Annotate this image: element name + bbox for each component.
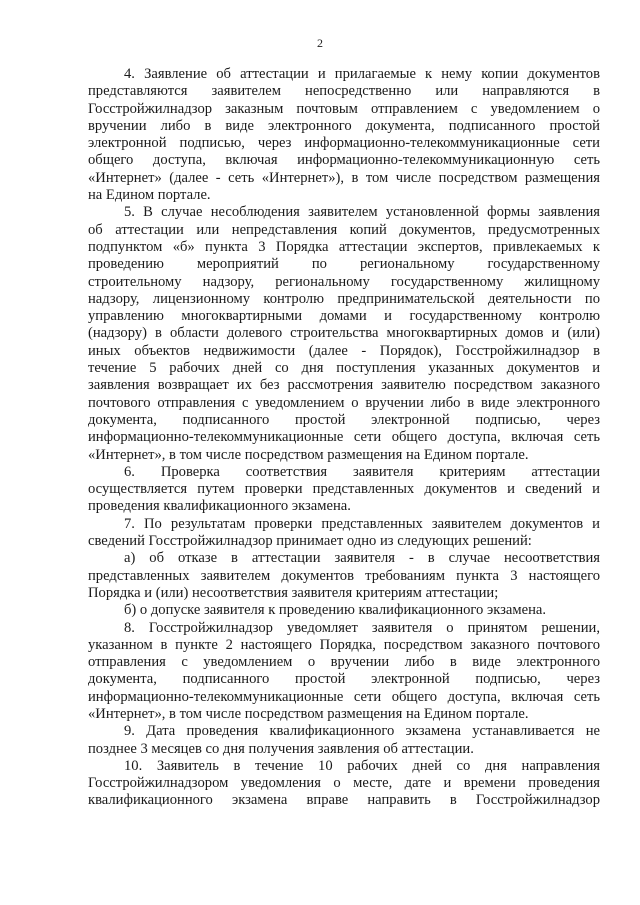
paragraph-p7a (88, 550, 600, 602)
text-line: а) об отказе в аттестации заявителя - в случае несоответствия (124, 550, 600, 567)
text-line: представляются заявителем непосредственно или направляются в (88, 83, 600, 100)
paragraph-p4 (88, 66, 600, 204)
text-line: информационно-телекоммуникационные сети общего доступа, включая сеть (88, 688, 600, 705)
text-line: об аттестации или непредставления копий документов, предусмотренных (88, 221, 600, 238)
text-line: проведения квалификационного экзамена. (88, 498, 351, 515)
paragraph-p7b (88, 602, 600, 619)
text-line: на Едином портале. (88, 187, 211, 204)
text-line: заявления возвращает их без рассмотрения заявителю посредством заказного (88, 377, 600, 394)
text-line: информационно-телекоммуникационные сети общего доступа, включая сеть (88, 429, 600, 446)
text-line: б) о допуске заявителя к проведению квалификационного экзамена. (124, 602, 547, 619)
text-line: 10. Заявитель в течение 10 рабочих дней со дня направления (124, 757, 600, 774)
paragraph-p6 (88, 464, 600, 516)
text-line: строительному надзору, региональному государственному жилищному (88, 273, 600, 290)
text-line: надзору, лицензионному контролю предпринимательской деятельности по (88, 290, 600, 307)
text-line: представленных заявителем документов требованиям пункта 3 настоящего (88, 567, 600, 584)
text-line: управлению многоквартирными домами и государственному контролю (88, 308, 600, 325)
text-line: проведению мероприятий по региональному государственному (88, 256, 600, 273)
text-line: почтового отправления с уведомлением о вручении либо в виде электронного (88, 394, 600, 411)
text-line: 4. Заявление об аттестации и прилагаемые к нему копии документов (124, 66, 600, 82)
text-line: документа, подписанного простой электронной подписью, через (88, 671, 600, 688)
text-line: вручении либо в виде электронного документа, подписанного простой (88, 117, 600, 134)
text-line: Госстройжилнадзор заказным почтовым отправлением с уведомлением о (88, 100, 600, 117)
paragraph-p9 (88, 723, 600, 758)
text-line: течение 5 рабочих дней со дня поступления указанных документов и (88, 360, 600, 377)
paragraph-p7 (88, 516, 600, 551)
paragraph-p10 (88, 758, 600, 810)
text-line: осуществляется путем проверки представленных документов и сведений и (88, 481, 600, 498)
text-line: «Интернет» (далее - сеть «Интернет»), в том числе посредством размещения (88, 169, 600, 186)
paragraph-p8 (88, 620, 600, 724)
paragraph-p5 (88, 204, 600, 463)
text-line: 6. Проверка соответствия заявителя критериям аттестации (124, 463, 600, 480)
text-line: общего доступа, включая информационно-телекоммуникационную сеть (88, 152, 600, 169)
text-line: 7. По результатам проверки представленных заявителем документов и (124, 515, 600, 532)
text-line: «Интернет», в том числе посредством размещения на Едином портале. (88, 446, 529, 463)
text-line: квалификационного экзамена вправе направить в Госстройжилнадзор (88, 792, 600, 809)
text-line: документа, подписанного простой электронной подписью, через (88, 411, 600, 428)
text-line: иных объектов недвижимости (далее - Порядок), Госстройжилнадзор в (88, 342, 600, 359)
text-line: 8. Госстройжилнадзор уведомляет заявителя о принятом решении, (124, 619, 600, 636)
text-line: Госстройжилнадзором уведомления о месте, дате и времени проведения (88, 775, 600, 792)
text-line: (надзору) в области долевого строительства многоквартирных домов и (или) (88, 325, 600, 342)
text-line: «Интернет», в том числе посредством размещения на Едином портале. (88, 705, 529, 722)
text-line: позднее 3 месяцев со дня получения заявления об аттестации. (88, 740, 474, 757)
document-body (88, 66, 600, 810)
text-line: электронной подписью, через информационно-телекоммуникационные сети (88, 135, 600, 152)
text-line: указанном в пункте 2 настоящего Порядка, посредством заказного почтового (88, 636, 600, 653)
text-line: отправления с уведомлением о вручении либо в виде электронного (88, 654, 600, 671)
text-line: сведений Госстройжилнадзор принимает одно из следующих решений: (88, 533, 532, 550)
text-line: подпунктом «б» пункта 3 Порядка аттестации экспертов, привлекаемых к (88, 238, 600, 255)
page-number: 2 (317, 36, 323, 50)
text-line: 5. В случае несоблюдения заявителем установленной формы заявления (124, 204, 600, 221)
text-line: 9. Дата проведения квалификационного экзамена устанавливается не (124, 723, 600, 740)
text-line: Порядка и (или) несоответствия заявителя критериям аттестации; (88, 584, 499, 601)
